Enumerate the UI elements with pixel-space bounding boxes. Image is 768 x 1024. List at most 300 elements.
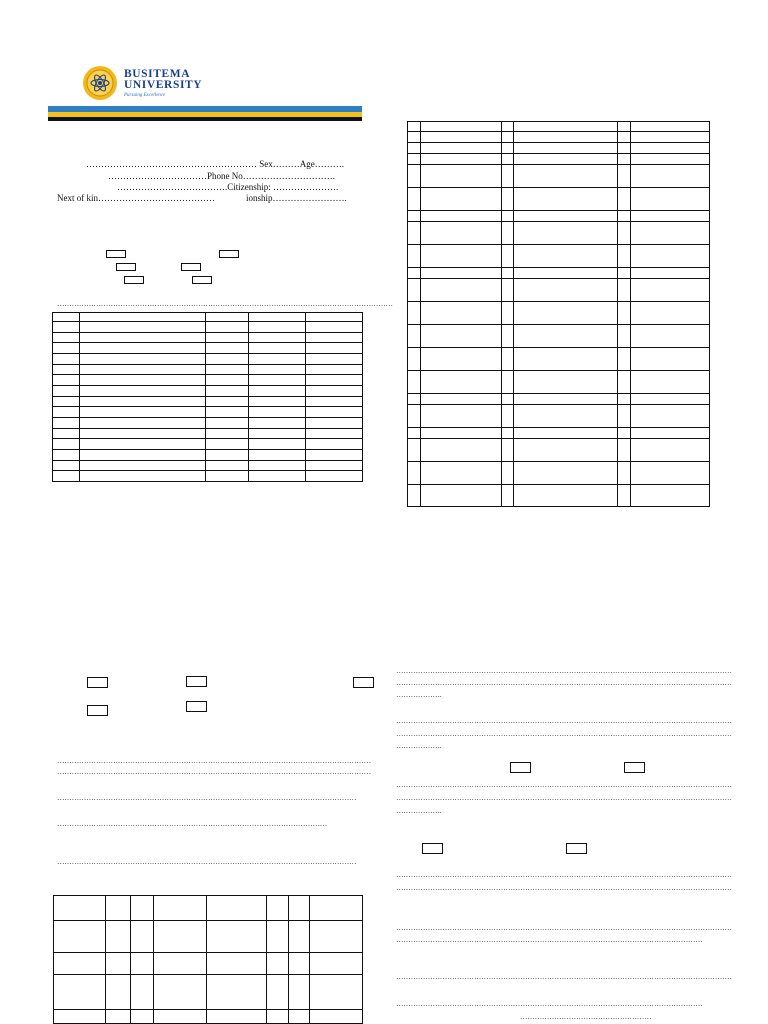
table-cell [207, 953, 267, 975]
table-cell [501, 439, 513, 462]
checkbox-option-6[interactable] [192, 276, 212, 284]
table-cell [618, 143, 631, 154]
table-cell [105, 921, 130, 953]
table-cell [306, 313, 363, 322]
dotted-line: ………………………………………………………………………………………………………………………… [57, 299, 393, 308]
table-cell [79, 386, 206, 397]
right-dots-14: ………………………………………………………………………………………………………………………… [396, 972, 732, 981]
table-cell [501, 485, 513, 507]
table-cell [513, 462, 618, 485]
right-dots-12: ………………………………………………………………………………………………………………………… [396, 923, 732, 932]
table-cell [618, 302, 631, 325]
table-cell [631, 132, 710, 143]
right-dots-3: ………………. [396, 690, 442, 699]
table-row [53, 313, 363, 322]
table-cell [408, 394, 421, 405]
table-cell [249, 313, 306, 322]
lower-left-table [53, 895, 363, 1024]
left-dots-3: …………………………………………………………………………………………………………… [57, 793, 357, 802]
table-row [408, 132, 710, 143]
form-line-phone: ……………………………Phone No…………………………. [108, 171, 335, 181]
left-dots-1: ………………………………………………………………………………………………………………… [57, 756, 371, 765]
table-cell [267, 896, 289, 921]
table-cell [153, 896, 207, 921]
table-cell [513, 245, 618, 268]
table-cell [501, 154, 513, 165]
university-logo [82, 66, 222, 100]
table-row [408, 211, 710, 222]
table-row [408, 165, 710, 188]
table-cell [53, 322, 80, 333]
right-dots-8: ………………………………………………………………………………………………………………………… [396, 793, 732, 802]
table-cell [53, 397, 80, 407]
checkbox-option-5[interactable] [124, 276, 144, 284]
table-cell [513, 222, 618, 245]
table-cell [206, 343, 249, 354]
table-cell [249, 386, 306, 397]
table-cell [513, 394, 618, 405]
form-line-citizenship: ……………………………….Citizenship: …………………. [117, 182, 339, 192]
table-cell [306, 450, 363, 461]
table-row [54, 921, 363, 953]
table-cell [631, 165, 710, 188]
table-cell [618, 394, 631, 405]
table-cell [501, 279, 513, 302]
table-cell [53, 439, 80, 450]
checkbox-right-3[interactable] [422, 843, 443, 854]
table-cell [618, 439, 631, 462]
table-cell [79, 354, 206, 365]
table-cell [206, 322, 249, 333]
table-cell [153, 953, 207, 975]
table-cell [408, 279, 421, 302]
table-cell [631, 485, 710, 507]
table-cell [310, 975, 363, 1010]
table-cell [306, 397, 363, 407]
table-cell [79, 450, 206, 461]
table-row [53, 354, 363, 365]
table-cell [130, 921, 153, 953]
table-row [408, 428, 710, 439]
table-cell [249, 450, 306, 461]
table-cell [420, 371, 501, 394]
table-row [408, 348, 710, 371]
right-table [407, 121, 710, 507]
checkbox-right-2[interactable] [624, 762, 645, 773]
table-cell [631, 348, 710, 371]
table-cell [289, 921, 310, 953]
table-cell [501, 348, 513, 371]
table-cell [420, 132, 501, 143]
table-cell [130, 953, 153, 975]
table-cell [501, 211, 513, 222]
checkbox-option-1[interactable] [106, 250, 126, 258]
table-cell [618, 245, 631, 268]
table-cell [408, 371, 421, 394]
table-row [408, 405, 710, 428]
table-cell [206, 461, 249, 471]
table-cell [513, 302, 618, 325]
table-row [408, 154, 710, 165]
table-cell [289, 896, 310, 921]
table-cell [631, 143, 710, 154]
table-cell [249, 375, 306, 386]
table-cell [618, 485, 631, 507]
table-cell [501, 132, 513, 143]
logo-motto: Pursuing Excellence [124, 92, 166, 98]
checkbox-lower-3[interactable] [353, 677, 374, 688]
table-cell [53, 429, 80, 439]
table-cell [79, 322, 206, 333]
table-cell [501, 462, 513, 485]
table-cell [618, 371, 631, 394]
table-cell [631, 405, 710, 428]
table-cell [408, 245, 421, 268]
table-cell [631, 245, 710, 268]
table-cell [408, 122, 421, 132]
table-cell [207, 921, 267, 953]
table-cell [249, 429, 306, 439]
left-table [52, 312, 363, 482]
table-cell [306, 375, 363, 386]
table-cell [306, 461, 363, 471]
table-cell [631, 325, 710, 348]
checkbox-option-3[interactable] [116, 263, 136, 271]
table-cell [501, 268, 513, 279]
table-cell [306, 322, 363, 333]
table-cell [618, 122, 631, 132]
right-dots-7: ………………………………………………………………………………………………………………………… [396, 780, 732, 789]
table-cell [631, 462, 710, 485]
table-cell [408, 428, 421, 439]
table-cell [618, 222, 631, 245]
atom-emblem-icon [82, 65, 118, 101]
table-cell [53, 450, 80, 461]
table-cell [105, 975, 130, 1010]
left-dots-4: ………………………………………………………………………………………………… [57, 819, 328, 828]
table-cell [501, 394, 513, 405]
logo-line1: BUSITEMA [124, 67, 191, 80]
right-dots-13: ……………………………………………………………………………………………………………… [396, 935, 703, 944]
table-cell [501, 245, 513, 268]
table-cell [310, 1010, 363, 1024]
table-cell [513, 439, 618, 462]
table-cell [79, 461, 206, 471]
table-cell [306, 429, 363, 439]
table-cell [79, 365, 206, 375]
table-row [53, 471, 363, 482]
table-cell [249, 333, 306, 343]
table-cell [501, 325, 513, 348]
table-cell [513, 371, 618, 394]
table-cell [513, 154, 618, 165]
table-cell [501, 165, 513, 188]
table-row [408, 485, 710, 507]
checkbox-lower-2[interactable] [186, 676, 207, 687]
table-cell [306, 407, 363, 418]
table-cell [310, 921, 363, 953]
table-cell [53, 461, 80, 471]
table-cell [79, 313, 206, 322]
table-cell [54, 896, 106, 921]
table-row [53, 322, 363, 333]
table-cell [53, 313, 80, 322]
table-row [408, 188, 710, 211]
table-cell [631, 122, 710, 132]
table-cell [153, 921, 207, 953]
table-cell [631, 302, 710, 325]
table-cell [79, 397, 206, 407]
table-row [408, 462, 710, 485]
table-cell [79, 439, 206, 450]
table-cell [79, 343, 206, 354]
table-cell [501, 188, 513, 211]
table-cell [408, 143, 421, 154]
table-cell [267, 953, 289, 975]
table-cell [408, 154, 421, 165]
table-cell [53, 386, 80, 397]
table-row [53, 333, 363, 343]
table-cell [618, 132, 631, 143]
table-cell [513, 428, 618, 439]
table-cell [513, 405, 618, 428]
table-cell [513, 279, 618, 302]
logo-line2: UNIVERSITY [124, 79, 203, 91]
table-row [53, 365, 363, 375]
checkbox-lower-5[interactable] [186, 701, 207, 712]
table-cell [310, 953, 363, 975]
table-cell [206, 429, 249, 439]
table-cell [420, 348, 501, 371]
table-cell [249, 322, 306, 333]
table-cell [206, 354, 249, 365]
checkbox-right-4[interactable] [566, 843, 587, 854]
table-cell [631, 428, 710, 439]
table-cell [501, 222, 513, 245]
table-cell [79, 375, 206, 386]
table-cell [310, 896, 363, 921]
table-cell [206, 471, 249, 482]
right-dots-1: ………………………………………………………………………………………………………………………… [396, 666, 732, 675]
table-cell [408, 222, 421, 245]
table-row [408, 222, 710, 245]
table-cell [420, 485, 501, 507]
table-cell [420, 211, 501, 222]
table-cell [420, 394, 501, 405]
table-cell [206, 365, 249, 375]
table-cell [53, 365, 80, 375]
table-cell [420, 143, 501, 154]
table-cell [513, 143, 618, 154]
table-cell [420, 325, 501, 348]
table-cell [306, 418, 363, 429]
table-cell [501, 143, 513, 154]
table-cell [408, 439, 421, 462]
table-cell [79, 333, 206, 343]
table-cell [306, 471, 363, 482]
table-cell [420, 302, 501, 325]
right-dots-5: ………………………………………………………………………………………………………………………… [396, 729, 732, 738]
table-cell [513, 325, 618, 348]
table-cell [618, 325, 631, 348]
table-row [53, 343, 363, 354]
table-row [408, 143, 710, 154]
table-row [54, 953, 363, 975]
table-cell [105, 896, 130, 921]
table-cell [249, 471, 306, 482]
table-row [408, 279, 710, 302]
table-cell [420, 268, 501, 279]
table-cell [513, 211, 618, 222]
table-cell [53, 354, 80, 365]
table-cell [289, 1010, 310, 1024]
table-cell [631, 279, 710, 302]
table-cell [79, 429, 206, 439]
table-row [53, 418, 363, 429]
table-cell [631, 188, 710, 211]
table-cell [306, 365, 363, 375]
table-cell [249, 397, 306, 407]
table-cell [130, 896, 153, 921]
table-cell [408, 405, 421, 428]
table-cell [420, 122, 501, 132]
stripe-black [48, 117, 362, 121]
table-cell [207, 1010, 267, 1024]
table-row [54, 1010, 363, 1024]
right-dots-10: ………………………………………………………………………………………………………………………… [396, 870, 732, 879]
table-row [408, 302, 710, 325]
table-cell [206, 333, 249, 343]
table-row [53, 439, 363, 450]
table-cell [206, 450, 249, 461]
table-cell [501, 302, 513, 325]
table-cell [631, 211, 710, 222]
table-cell [513, 122, 618, 132]
table-row [408, 325, 710, 348]
table-row [408, 245, 710, 268]
table-cell [267, 975, 289, 1010]
form-line-relationship: ionship……………………. [246, 193, 347, 203]
table-cell [306, 333, 363, 343]
table-cell [267, 921, 289, 953]
right-dots-2: ………………………………………………………………………………………………………………………… [396, 678, 732, 687]
table-cell [206, 418, 249, 429]
table-cell [206, 407, 249, 418]
table-row [54, 896, 363, 921]
left-dots-2: ………………………………………………………………………………………………………………… [57, 767, 371, 776]
table-cell [249, 418, 306, 429]
table-cell [408, 325, 421, 348]
right-dots-15: ……………………………………………………………………………………………………………… [396, 999, 703, 1008]
table-cell [79, 407, 206, 418]
form-line-next-of-kin: Next of kin………………………………… [57, 193, 215, 203]
table-cell [501, 371, 513, 394]
table-cell [618, 348, 631, 371]
table-cell [54, 953, 106, 975]
table-cell [249, 343, 306, 354]
form-line-sex-age: ………………………………………………… Sex………Age………. [86, 159, 344, 169]
table-cell [513, 268, 618, 279]
table-row [53, 386, 363, 397]
table-cell [618, 279, 631, 302]
left-dots-5: …………………………………………………………………………………………………………… [57, 857, 357, 866]
table-cell [206, 397, 249, 407]
table-cell [618, 462, 631, 485]
table-cell [408, 302, 421, 325]
table-cell [408, 165, 421, 188]
table-cell [501, 405, 513, 428]
table-row [53, 461, 363, 471]
table-cell [207, 975, 267, 1010]
table-cell [408, 485, 421, 507]
table-cell [631, 439, 710, 462]
table-cell [618, 211, 631, 222]
table-cell [306, 354, 363, 365]
table-cell [513, 188, 618, 211]
table-row [408, 439, 710, 462]
table-cell [53, 375, 80, 386]
table-cell [631, 222, 710, 245]
table-cell [207, 896, 267, 921]
table-cell [408, 211, 421, 222]
table-cell [79, 418, 206, 429]
table-cell [618, 405, 631, 428]
table-cell [206, 439, 249, 450]
table-cell [130, 1010, 153, 1024]
table-cell [249, 354, 306, 365]
table-cell [513, 165, 618, 188]
table-cell [618, 165, 631, 188]
checkbox-lower-1[interactable] [87, 677, 108, 688]
table-row [53, 450, 363, 461]
table-cell [105, 1010, 130, 1024]
table-cell [513, 485, 618, 507]
table-row [53, 429, 363, 439]
table-cell [53, 407, 80, 418]
table-cell [420, 245, 501, 268]
checkbox-option-2[interactable] [219, 250, 239, 258]
table-row [53, 397, 363, 407]
table-cell [206, 386, 249, 397]
table-row [54, 975, 363, 1010]
table-cell [289, 975, 310, 1010]
checkbox-lower-4[interactable] [87, 705, 108, 716]
right-dots-11: ………………………………………………………………………………………………………………………… [396, 883, 732, 892]
table-cell [54, 1010, 106, 1024]
table-cell [130, 975, 153, 1010]
table-cell [54, 921, 106, 953]
table-cell [631, 268, 710, 279]
right-dots-4: ………………………………………………………………………………………………………………………… [396, 716, 732, 725]
table-cell [267, 1010, 289, 1024]
table-row [408, 268, 710, 279]
table-cell [53, 333, 80, 343]
table-cell [631, 371, 710, 394]
table-cell [618, 188, 631, 211]
table-cell [408, 132, 421, 143]
table-cell [618, 154, 631, 165]
checkbox-right-1[interactable] [510, 762, 531, 773]
checkbox-option-4[interactable] [181, 263, 201, 271]
table-row [408, 371, 710, 394]
table-row [53, 375, 363, 386]
table-cell [420, 154, 501, 165]
table-cell [501, 122, 513, 132]
table-cell [420, 428, 501, 439]
table-cell [501, 428, 513, 439]
table-cell [153, 1010, 207, 1024]
table-cell [420, 279, 501, 302]
